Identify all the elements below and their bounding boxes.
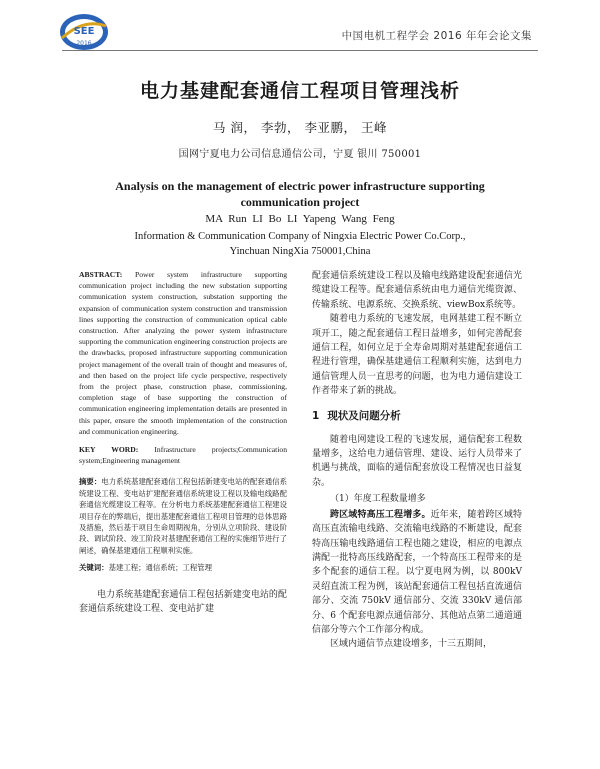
keywords-cn-label: 关键词：	[79, 563, 109, 573]
paper-title-cn: 电力基建配套通信工程项目管理浅析	[139, 80, 460, 102]
authors-cn: 马 润， 李勃， 李亚鹏， 王峰	[213, 120, 387, 135]
keywords-cn	[79, 562, 287, 573]
paragraph-text: 近年来，随着跨区域特高压直流输电线路、交流输电线路的不断建设，配套特高压输电线路通信工程也随之建设，相应的电源点满配一批特高压线路配套，一个特高压工程带来的是多个配套的通信工程。以宁夏电网为例，以 800kV 灵绍直流工程为例，该站配套通信工程包括直流通信部分、交流 750kV 通信部分、交流 330kV 通信部分、6 个配套电源点通信部分、其他站点第二通道通信部分等六个工作部分构成。	[312, 509, 522, 635]
keywords-label: KEY WORD:	[79, 445, 139, 455]
abstract-cn-label: 摘要：	[79, 477, 102, 487]
section-heading	[312, 409, 522, 423]
running-header: 中国电机工程学会 2016 年年会论文集	[341, 30, 532, 42]
logo-year: 2016	[76, 40, 92, 47]
intro-paragraph: 电力系统基建配套通信工程包括新建变电站的配套通信系统建设工程、变电站扩建	[79, 589, 287, 614]
logo-text: SEE	[73, 26, 95, 37]
affiliation-cn: 国网宁夏电力公司信息通信公司，宁夏 银川 750001	[178, 149, 422, 160]
section-title: 现状及问题分析	[327, 409, 401, 422]
body-paragraph: 随着电力系统的飞速发展，电网基建工程不断立项开工，随之配套通信工程日益增多，如何完善配套通信工程，如何立足于全寿命周期对基建配套通信工程进行管理，确保基建通信工程顺利实施，达到电力通信管理人员一直思考的问题，也为电力通信建设工作者带来了新的挑战。	[312, 314, 522, 397]
abstract-cn-text: 电力系统基建配套通信工程包括新建变电站的配套通信系统建设工程、变电站扩建配套通信系统建设工程以及输电线路配套通信光缆建设工程等。在分析电力系统基建配套通信工程建设项目存在的弊端后，提出基建配套通信工程项目管理的总体思路及措施，然后基于项目生命周期视角，分别从立项阶段、建设阶段、调试阶段、竣工阶段对基建配套通信工程的实施细节进行了阐述，确保基建通信工程顺利实施。	[79, 477, 287, 555]
keywords-text: Infrastructure projects;Communication system;Engineering management	[79, 445, 287, 466]
affiliation-en: Information & Communication Company of Ningxia Electric Power Co.Corp., Yinchuan NingXia 750001,China	[134, 231, 466, 257]
paragraph-lead: 跨区域特高压工程增多。	[330, 509, 431, 520]
abstract-text: Power system infrastructure supporting communication project including the new substation supporting communication system construction, substation supporting the expansion of communication system construction and transmission lines supporting the construction of communication optical cable construction. After analyzing the power system infrastructure supporting the communication engineering construction projects are the drawbacks, proposed infrastructure supporting communication project management of the overall train of thought and measures of, and then based on the project life cycle perspective, respectively from the project phase, construction phase, commissioning, completion stage of base supporting the construction of communication engineering implementation details are presented in this paper, ensure the smooth implementation of the construction and communication engineering.	[79, 270, 287, 436]
authors-en: MA Run LI Bo LI Yapeng Wang Feng	[205, 213, 395, 225]
paper-title-en: Analysis on the management of electric power infrastructure supporting communication project	[115, 179, 485, 209]
left-column	[79, 269, 287, 616]
continued-paragraph: 配套通信系统建设工程以及输电线路建设配套通信光缆建设工程等。配套通信系统由电力通信光缆资源、传输系统、电源系统、交换系统、viewBox系统等。	[312, 271, 522, 310]
right-column	[312, 269, 522, 652]
keywords-cn-text: 基建工程；通信系统；工程管理	[108, 563, 213, 573]
header-rule	[62, 50, 538, 51]
conference-logo	[58, 12, 110, 52]
abstract-cn	[79, 476, 287, 556]
subsection-heading: （1）年度工程数量增多	[330, 494, 426, 505]
section-number: 1	[312, 409, 320, 422]
keywords-en	[79, 444, 287, 466]
abstract-en	[79, 269, 287, 437]
body-paragraph: 区域内通信节点建设增多，十三五期间，	[330, 639, 493, 650]
body-paragraph: 随着电网建设工程的飞速发展，通信配套工程数量增多，这给电力通信管理、建设、运行人员带来了机遇与挑战，面临的通信配套放设工程情况也日益复杂。	[312, 434, 522, 488]
abstract-label: ABSTRACT:	[79, 270, 123, 279]
body-paragraph	[312, 508, 522, 638]
